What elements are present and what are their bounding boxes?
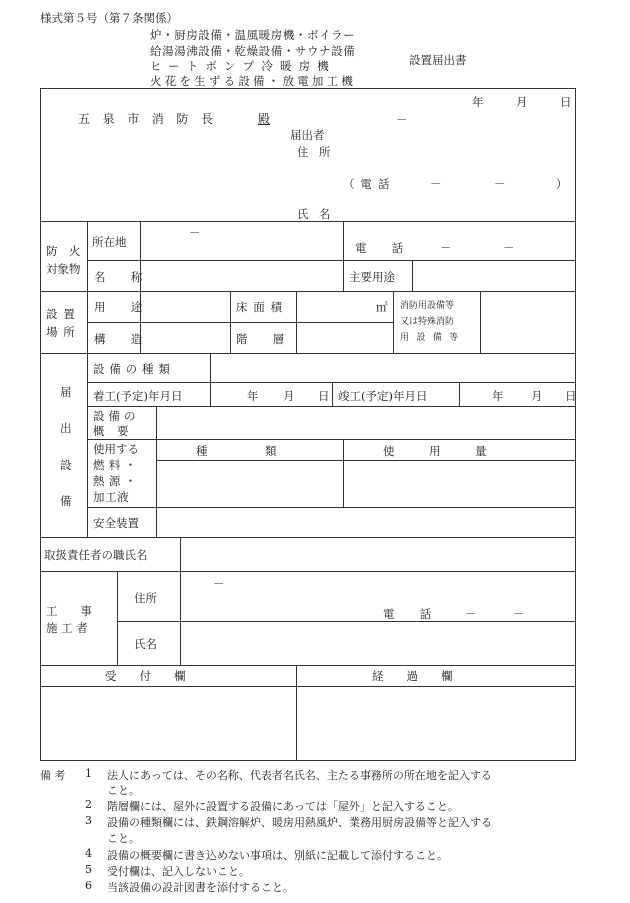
floor-area-label: 床面積 [236, 300, 288, 314]
target-section-line-1: 防 火 [46, 244, 81, 258]
date-year: 年 [472, 95, 484, 109]
fire-equipment-line-2: 又は特殊消防 [400, 317, 455, 327]
date-month: 月 [516, 95, 528, 109]
applicant-postal-dash: － [396, 113, 408, 127]
notes-label: 備考 [40, 769, 69, 782]
document-title: 設置届出書 [409, 53, 467, 67]
contractor-phone-label: 電 話 [383, 607, 439, 621]
target-postal-dash: － [189, 226, 201, 240]
note-number: 5 [85, 863, 92, 876]
completion-date-year: 年 [492, 389, 504, 403]
rule [332, 382, 333, 406]
rule [296, 291, 297, 353]
note-text: 階層欄には、屋外に設置する設備にあっては「屋外」と記入すること。 [107, 800, 459, 813]
target-name-label: 名 称 [94, 270, 150, 284]
target-location-label: 所在地 [92, 235, 127, 249]
fuel-label-line-3: 熱源・ [93, 474, 141, 488]
target-section-line-2: 対象物 [46, 262, 81, 276]
fuel-label-line-1: 使用する [93, 442, 139, 456]
rule [412, 260, 413, 291]
target-phone-dash-2: － [503, 241, 515, 255]
rule [117, 571, 118, 665]
contractor-phone-dash-2: － [513, 607, 525, 621]
contractor-section-line-1: 工 事 [46, 604, 92, 618]
start-date-label: 着工(予定)年月日 [93, 389, 183, 403]
note-text-cont: こと。 [107, 784, 140, 797]
applicant-phone-dash-2: － [494, 177, 506, 191]
equipment-section-char-3: 設 [60, 458, 72, 472]
place-section-line-1: 設置 [46, 307, 81, 321]
rule [87, 322, 393, 323]
header-line-3: ヒートポンプ冷暖房機 [150, 59, 336, 73]
honorific: 殿 [258, 112, 271, 126]
addressee: 五泉市消防長 [78, 112, 226, 126]
rule [117, 621, 576, 622]
overview-label-line-1: 設備の [93, 409, 140, 423]
place-section-line-2: 場所 [46, 325, 81, 339]
note-text: 当該設備の設計図書を添付すること。 [107, 881, 294, 894]
progress-column-header: 経 過 欄 [372, 669, 453, 683]
overview-label-line-2: 概 要 [93, 424, 130, 438]
date-day: 日 [560, 95, 572, 109]
rule [87, 439, 576, 440]
fire-equipment-line-1: 消防用設備等 [400, 301, 455, 311]
equipment-section-char-4: 備 [60, 494, 72, 508]
header-line-2: 給湯湯沸設備・乾燥設備・サウナ設備 [150, 44, 356, 58]
note-text: 設備の概要欄に書き込めない事項は、別紙に記載して添付すること。 [107, 849, 448, 862]
rule [40, 571, 576, 572]
rule [180, 571, 181, 665]
form-number: 様式第５号（第７条関係） [40, 11, 178, 25]
rule [87, 260, 576, 261]
manager-label: 取扱責任者の職氏名 [44, 548, 148, 562]
rule [87, 406, 576, 407]
submitter-label: 届出者 [290, 128, 325, 142]
rule [459, 382, 460, 406]
fuel-label-line-2: 燃料・ [93, 458, 141, 472]
note-number: 2 [85, 798, 92, 811]
target-phone-dash-1: － [440, 241, 452, 255]
rule [156, 460, 576, 461]
rule [40, 665, 576, 666]
rule [180, 537, 181, 571]
rule [40, 537, 576, 538]
note-number: 6 [85, 879, 92, 892]
applicant-phone-dash-1: － [430, 177, 442, 191]
equipment-section-char-2: 出 [60, 421, 72, 435]
rule [87, 507, 576, 508]
rule [230, 291, 231, 353]
target-main-use-label: 主要用途 [349, 270, 395, 284]
applicant-phone-close: ） [556, 177, 568, 191]
rule [296, 665, 297, 761]
target-phone-label: 電 話 [355, 241, 411, 255]
start-date-month: 月 [283, 389, 295, 403]
fuel-type-column-header: 種 類 [196, 444, 277, 458]
contractor-postal-dash: － [213, 577, 225, 591]
note-number: 4 [85, 847, 92, 860]
area-unit: ㎡ [376, 300, 388, 314]
reception-column-header: 受 付 欄 [105, 669, 186, 683]
note-text-cont: こと。 [107, 832, 140, 845]
fuel-label-line-4: 加工液 [93, 490, 130, 504]
contractor-address-label: 住所 [134, 591, 157, 605]
completion-date-label: 竣工(予定)年月日 [338, 389, 428, 403]
structure-label: 構 造 [94, 332, 150, 346]
rule [40, 291, 576, 292]
place-use-label: 用 途 [94, 300, 150, 314]
note-number: 1 [85, 767, 92, 780]
start-date-year: 年 [247, 389, 259, 403]
start-date-day: 日 [318, 389, 330, 403]
contractor-name-label: 氏名 [134, 637, 157, 651]
completion-date-month: 月 [531, 389, 543, 403]
safety-device-label: 安全装置 [93, 516, 139, 530]
contractor-phone-dash-1: － [465, 607, 477, 621]
applicant-phone-open: （電 [343, 177, 378, 191]
fuel-amount-column-header: 使 用 量 [383, 444, 487, 458]
note-text: 法人にあっては、その名称、代表者名氏名、主たる事務所の所在地を記入する [107, 769, 492, 782]
note-number: 3 [85, 814, 92, 827]
applicant-phone-label: 話 [378, 177, 390, 191]
header-line-1: 炉・厨房設備・温風暖房機・ボイラー [150, 28, 356, 42]
rule [40, 353, 576, 354]
rule [210, 353, 211, 406]
rule [40, 686, 576, 687]
note-text: 設備の種類欄には、鉄鋼溶解炉、暖房用熱風炉、業務用厨房設備等と記入する [107, 816, 492, 829]
completion-date-day: 日 [565, 389, 577, 403]
rule [343, 439, 344, 507]
rule [156, 406, 157, 537]
fire-equipment-line-3: 用 設 備 等 [400, 333, 461, 343]
contractor-section-line-2: 施 工 者 [46, 621, 88, 635]
story-label: 階 層 [236, 332, 292, 346]
rule [87, 221, 88, 537]
equipment-kind-label: 設備の種類 [93, 362, 175, 376]
rule [343, 221, 344, 291]
rule [480, 291, 481, 353]
equipment-section-char-1: 届 [60, 385, 72, 399]
header-line-4: 火花を生ずる設備・放電加工機 [150, 74, 357, 88]
rule [393, 291, 394, 353]
applicant-name-label: 氏名 [297, 207, 341, 221]
note-text: 受付欄は、記入しないこと。 [107, 865, 250, 878]
applicant-address-label: 住所 [297, 145, 341, 159]
